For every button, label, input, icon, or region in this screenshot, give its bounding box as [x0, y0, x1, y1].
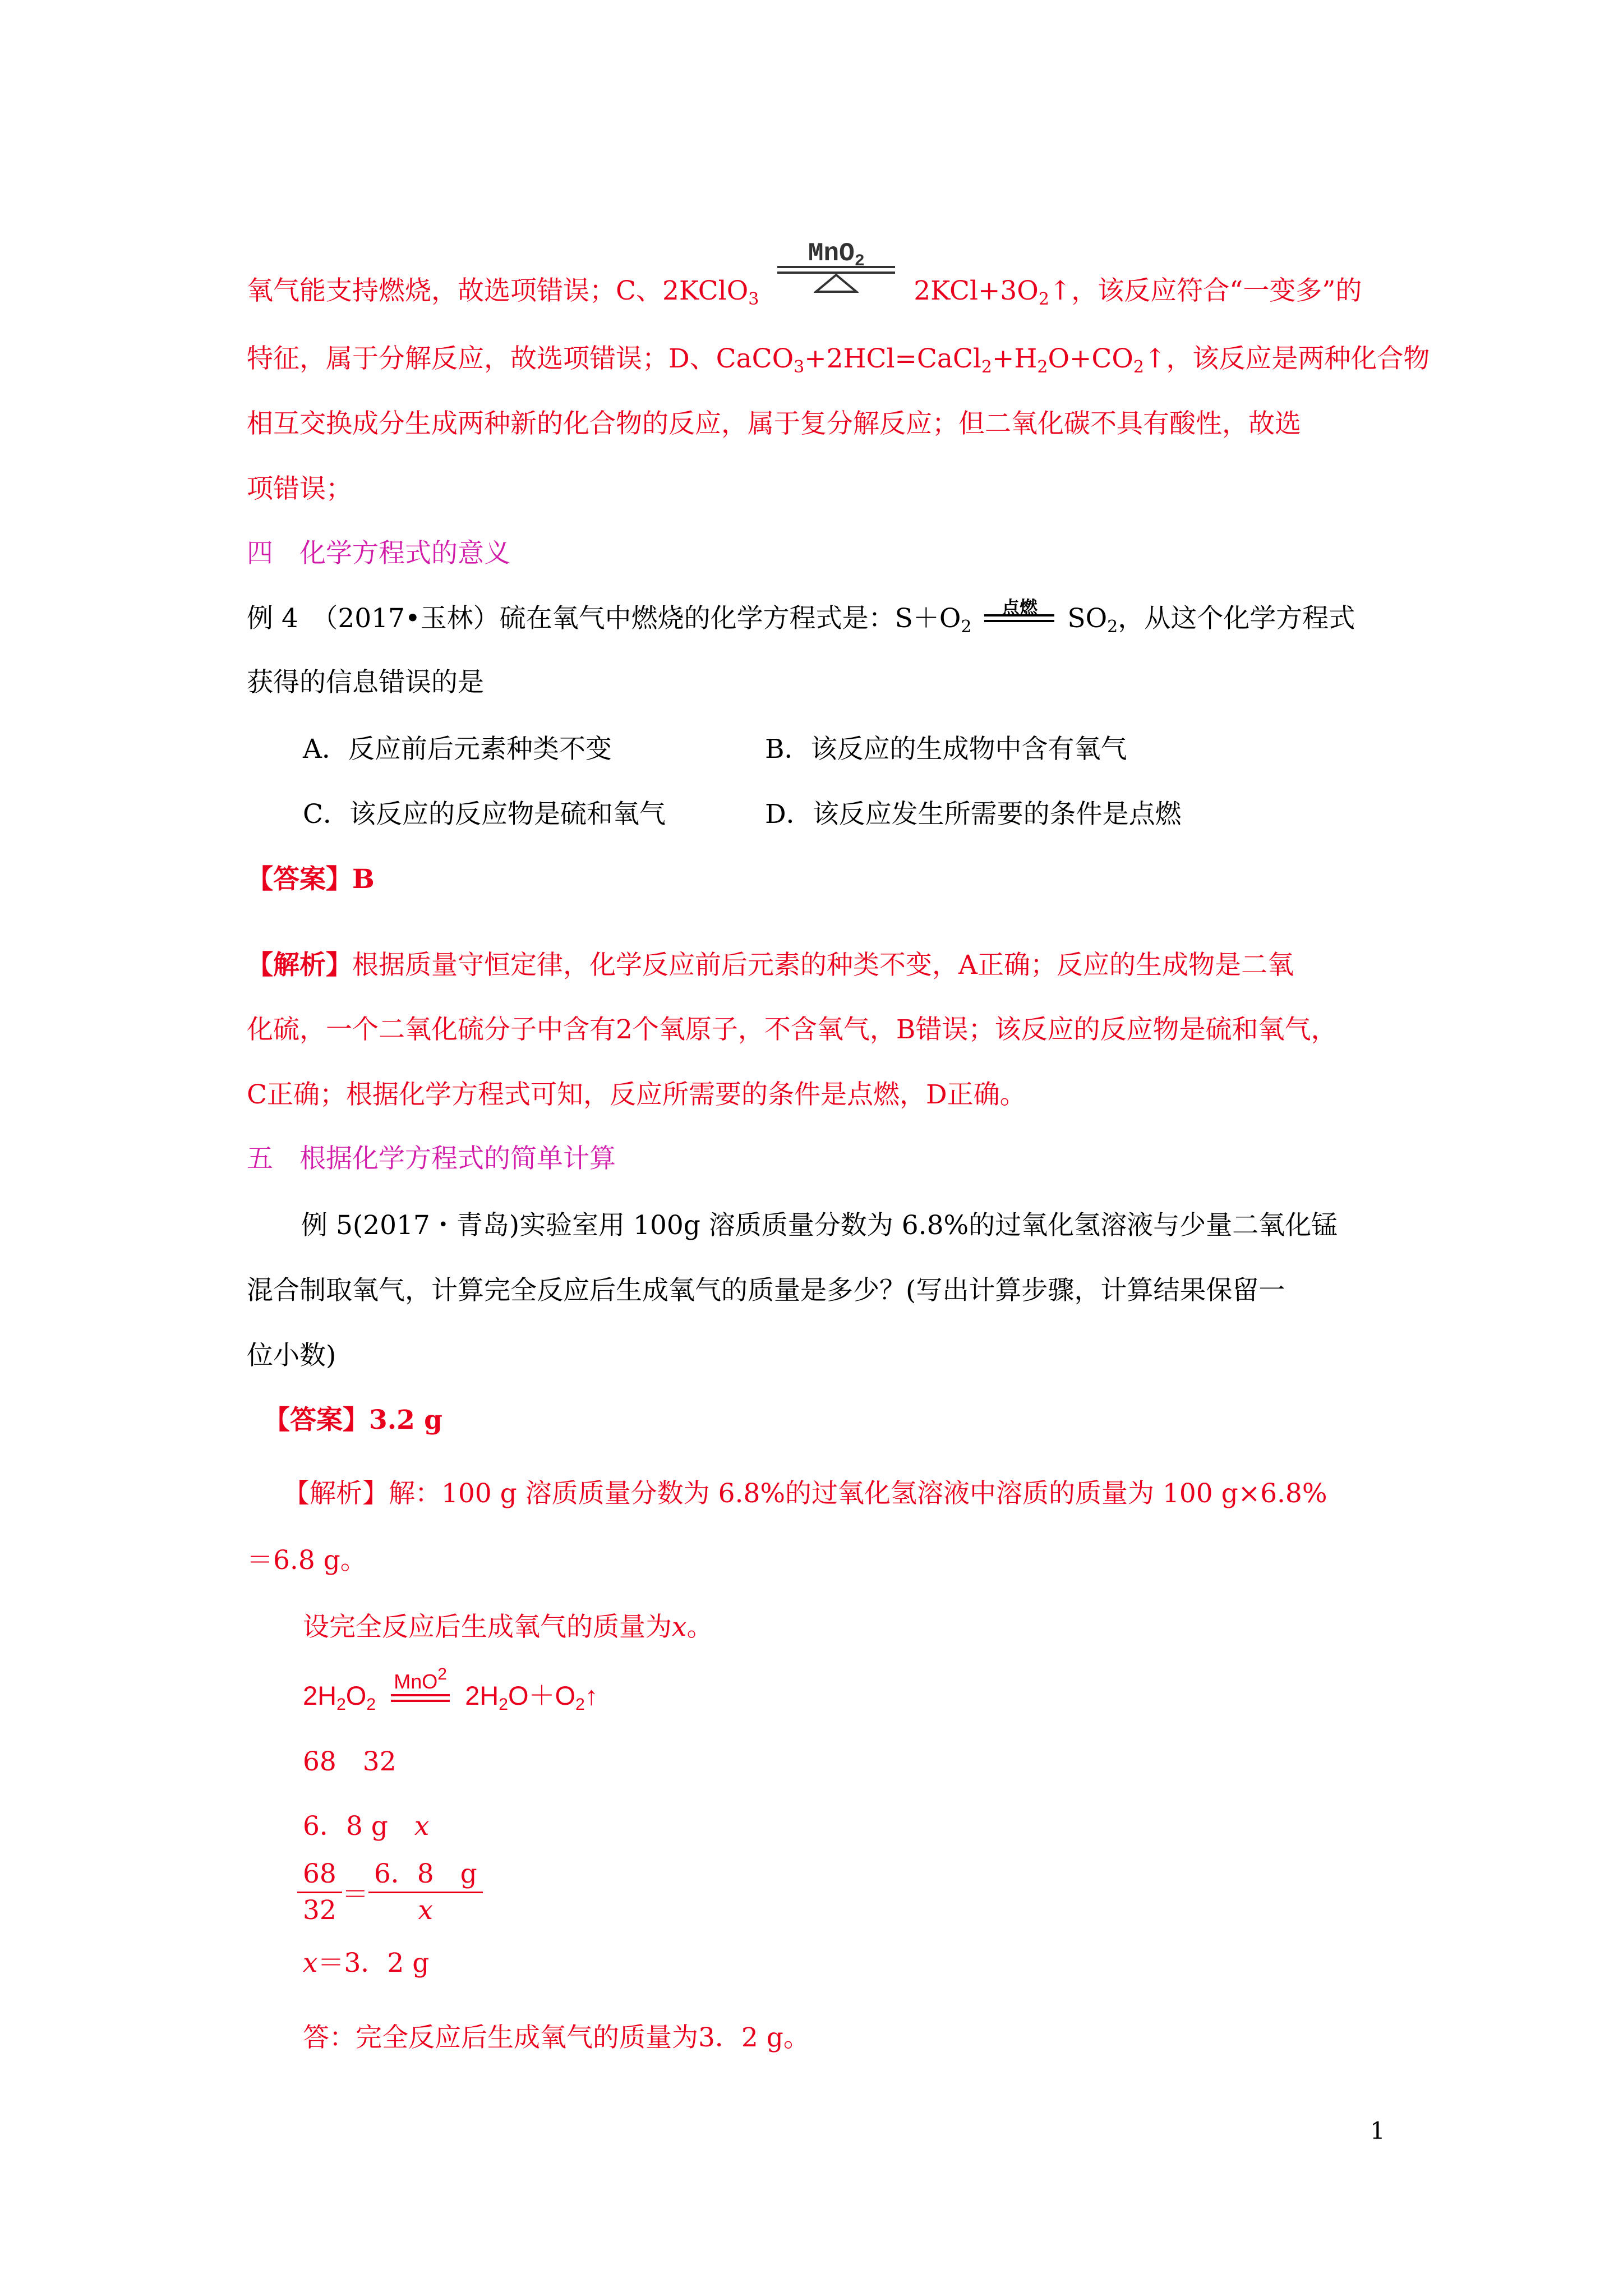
catalyst-label: MnO$^2$: [394, 1664, 447, 1693]
mno2-label: MnO$_2$: [808, 239, 865, 271]
molar-mass-row: 68 32: [303, 1746, 396, 1777]
example5-question-line2: 混合制取氧气，计算完全反应后生成氧气的质量是多少？(写出计算步骤，计算结果保留一: [247, 1275, 1285, 1306]
ignite-label: 点燃: [1001, 597, 1038, 618]
para1-line4: 项错误；: [247, 473, 352, 504]
option-b: B．该反应的生成物中含有氧气: [765, 734, 1127, 765]
reaction-equation: $2H_2O_2$ MnO$^2$ $2H_2O+O_2↑$: [303, 1664, 598, 1714]
example4-question-line1: 例 4 （2017•玉林）硫在氧气中燃烧的化学方程式是：$S+O_2$ 点燃 $SO_2$，从这个化学方程式: [247, 602, 1355, 636]
fraction-68-32: $\frac{68}{32}$: [297, 1857, 342, 1928]
final-answer: 答：完全反应后生成氧气的质量为3．2 g。: [303, 2022, 810, 2053]
section5-heading: 五 根据化学方程式的简单计算: [247, 1143, 616, 1174]
set-variable-line: 设完全反应后生成氧气的质量为x。: [303, 1612, 713, 1642]
option-c: C．该反应的反应物是硫和氧气: [303, 799, 666, 830]
mno2-catalyst-condition: [391, 1664, 450, 1702]
ignite-condition: [984, 597, 1054, 622]
example5-explanation-line2: ＝6.8 g。: [247, 1545, 367, 1576]
example4-explanation-line2: 化硫，一个二氧化硫分子中含有2个氧原子，不含氧气，B错误；该反应的反应物是硫和氧气，: [247, 1014, 1338, 1045]
heat-triangle-icon: [814, 274, 859, 293]
result-line: x＝3．2 g: [303, 1948, 430, 1978]
option-a: A．反应前后元素种类不变: [303, 734, 612, 765]
example4-explanation-line1: 【解析】根据质量守恒定律，化学反应前后元素的种类不变，A正确；反应的生成物是二氧: [247, 950, 1294, 981]
example4-question-line2: 获得的信息错误的是: [247, 667, 484, 698]
example5-question-line1: 例 5(2017・青岛)实验室用 100g 溶质质量分数为 6.8%的过氧化氢溶液与少量二氧化锰: [301, 1210, 1338, 1241]
example5-answer: 【答案】3.2 g: [264, 1405, 442, 1435]
example4-explanation-line3: C正确；根据化学方程式可知，反应所需要的条件是点燃，D正确。: [247, 1079, 1026, 1110]
given-mass-row: 6．8 g x: [303, 1811, 430, 1842]
para1-line3: 相互交换成分生成两种新的化合物的反应，属于复分解反应；但二氧化碳不具有酸性，故选: [247, 408, 1301, 439]
example5-explanation-line1: 【解析】解：100 g 溶质质量分数为 6.8%的过氧化氢溶液中溶质的质量为 100 g×6.8%: [283, 1478, 1327, 1509]
example5-question-line3: 位小数): [247, 1340, 336, 1371]
example4-answer: 【答案】B: [247, 864, 375, 895]
option-d: D．该反应发生所需要的条件是点燃: [765, 799, 1182, 830]
mno2-heat-condition: [777, 239, 895, 293]
fraction-mass-x: $\frac{6.8 g}{x}$: [368, 1857, 483, 1928]
page-number: 1: [1370, 2117, 1385, 2145]
proportion-equation: $\frac{68}{32}$ ＝ $\frac{6.8 g}{x}$: [297, 1857, 483, 1928]
section4-heading: 四 化学方程式的意义: [247, 538, 510, 569]
para1-line1: 氧气能支持燃烧，故选项错误；C、2KClO$_3$ MnO$_2$ $2KCl+3O_2↑$，该反应符合“一变多”的: [247, 274, 1362, 308]
para1-line2: 特征，属于分解反应，故选项错误；D、$CaCO_3+2HCl=CaCl_2+H_2O+CO_2↑$，该反应是两种化合物: [247, 343, 1430, 377]
